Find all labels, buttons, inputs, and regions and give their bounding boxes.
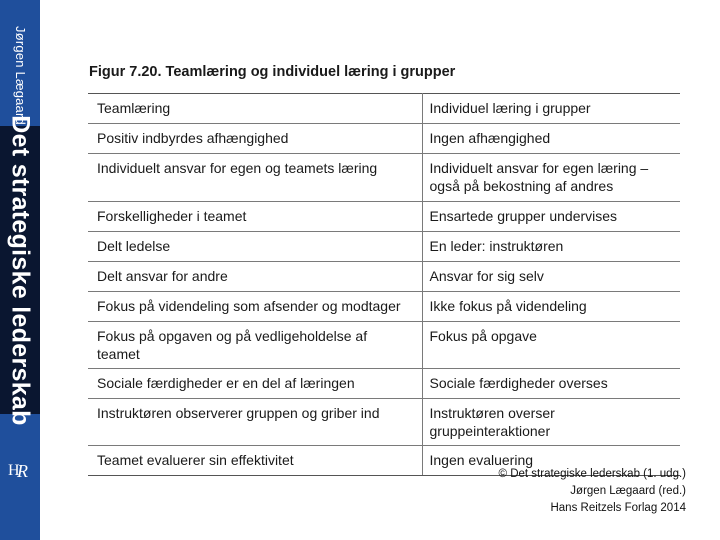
table-row [88, 262, 680, 292]
table-cell-left: Delt ledelse [88, 232, 422, 262]
spine-book-title: Det strategiske lederskab [6, 114, 35, 426]
table-cell-left: Delt ansvar for andre [88, 262, 422, 292]
table-cell-right: Fokus på opgave [422, 322, 680, 369]
table-cell-left: Teamet evaluerer sin effektivitet [88, 446, 422, 476]
table-cell-right-line2: også på bekostning af andres [429, 178, 614, 194]
spine-title-box [0, 114, 40, 426]
svg-text:H: H [8, 462, 20, 479]
table-cell-right: Ansvar for sig selv [422, 262, 680, 292]
spine-author-area [0, 25, 40, 125]
table-cell-right: Ikke fokus på videndeling [422, 292, 680, 322]
comparison-table [88, 93, 680, 476]
table-cell-right-line1: Individuelt ansvar for egen læring – [429, 160, 649, 176]
table-cell-left: Forskelligheder i teamet [88, 202, 422, 232]
table-cell-right: En leder: instruktøren [422, 232, 680, 262]
book-spine-sidebar [0, 0, 40, 540]
hr-logo-graphic [8, 458, 32, 480]
table-cell-left: Positiv indbyrdes afhængighed [88, 124, 422, 154]
copyright-line-editor: Jørgen Lægaard (red.) [570, 485, 686, 497]
table-cell-right: Individuel læring i grupper [422, 94, 680, 124]
table-cell-left: Fokus på opgaven og på vedligeholdelse af teamet [88, 322, 422, 369]
copyright-notice [499, 466, 686, 517]
spine-author-name: Jørgen Lægaard [12, 25, 28, 125]
table-row [88, 94, 680, 124]
svg-text:R: R [17, 461, 28, 480]
copyright-line-title: © Det strategiske lederskab (1. udg.) [498, 468, 686, 480]
table-row [88, 292, 680, 322]
table-row [88, 154, 680, 202]
hr-publisher-logo-icon [0, 452, 40, 486]
table-row [88, 399, 680, 446]
table-row [88, 369, 680, 399]
table-cell-right: Ensartede grupper undervises [422, 202, 680, 232]
copyright-line-publisher: Hans Reitzels Forlag 2014 [550, 502, 686, 514]
table-row [88, 322, 680, 369]
table-cell-right: Ingen evaluering [422, 446, 680, 476]
table-row [88, 232, 680, 262]
table-cell-left: Individuelt ansvar for egen og teamets læring [88, 154, 422, 202]
table-cell-right: Ingen afhængighed [422, 124, 680, 154]
table-cell-left: Teamlæring [88, 94, 422, 124]
table-row [88, 202, 680, 232]
table-row [88, 124, 680, 154]
table-cell-right [422, 154, 680, 202]
table-cell-right: Instruktøren overser gruppeinteraktioner [422, 399, 680, 446]
table-cell-left: Fokus på videndeling som afsender og modtager [88, 292, 422, 322]
table-cell-right: Sociale færdigheder overses [422, 369, 680, 399]
figure-title: Figur 7.20. Teamlæring og individuel læring i grupper [89, 64, 456, 80]
table-cell-left: Instruktøren observerer gruppen og griber ind [88, 399, 422, 446]
table-cell-left: Sociale færdigheder er en del af læringen [88, 369, 422, 399]
